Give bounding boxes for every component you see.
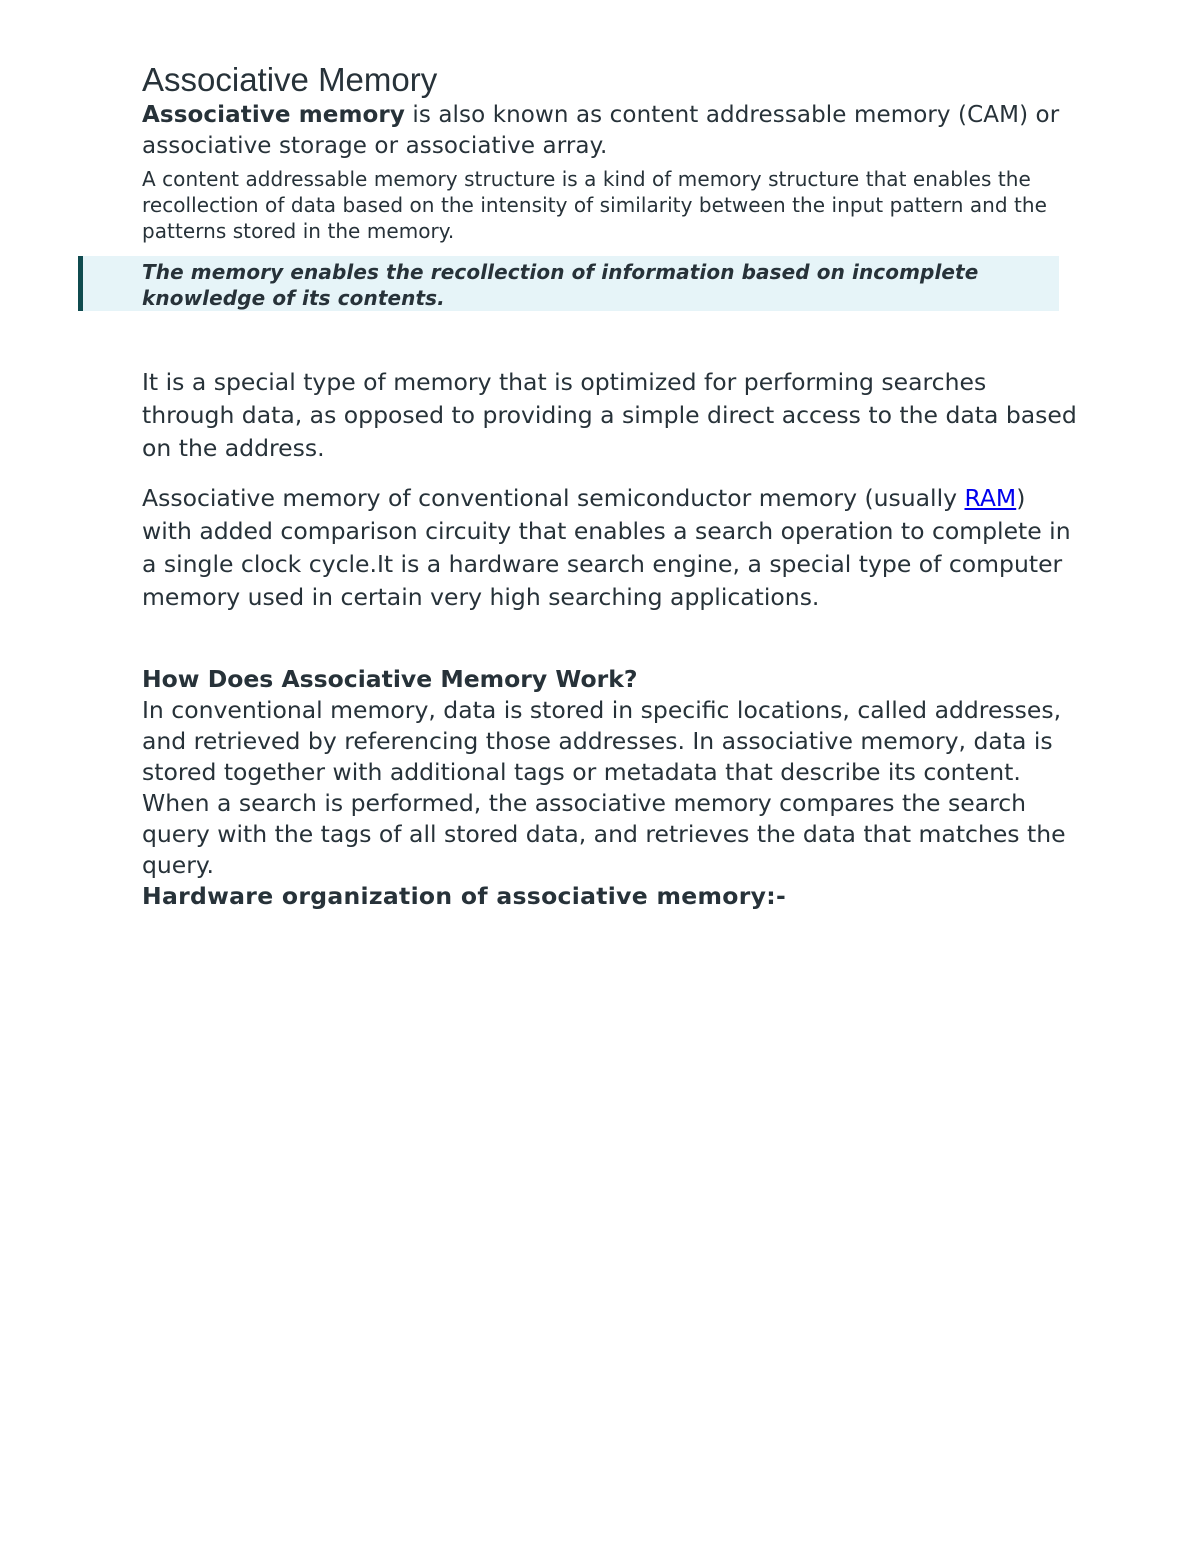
section-subheading: Hardware organization of associative memory:- <box>142 882 787 910</box>
intro-bold-term: Associative memory <box>142 102 405 128</box>
definition-paragraph: A content addressable memory structure is a kind of memory structure that enables the recollection of data based on the intensity of similarity between the input pattern and the patterns stored in the memory. <box>142 167 1047 243</box>
section-body: In conventional memory, data is stored in specific locations, called addresses, and retrieved by referencing those addresses. In associative memory, data is stored together with additional tags or metadata that describe its content. When a search is performed, the associative memory compares the search query with the tags of all stored data, and retrieves the data that matches the query. <box>142 696 1066 879</box>
quote-text: The memory enables the recollection of information based on incomplete knowledge of its contents. <box>142 260 979 310</box>
paragraph-special-type: It is a special type of memory that is optimized for performing searches through data, as opposed to providing a simple direct access to the data based on the address. <box>142 368 1077 462</box>
paragraph2-before-link: Associative memory of conventional semiconductor memory (usually <box>142 484 965 512</box>
document-header <box>142 60 1072 244</box>
ram-link[interactable]: RAM <box>964 484 1017 512</box>
paragraph2-after-link: ) with added comparison circuity that enables a search operation to complete in a single clock cycle.It is a hardware search engine, a special type of computer memory used in certain very high searching applications. <box>142 484 1071 611</box>
page-title: Associative Memory <box>142 61 438 98</box>
paragraph-conventional <box>142 482 1082 614</box>
how-it-works-section <box>142 664 1082 912</box>
intro-paragraph <box>142 100 1072 162</box>
section-heading: How Does Associative Memory Work? <box>142 665 638 693</box>
intro-rest: is also known as content addressable memory (CAM) or associative storage or associative array. <box>142 102 1060 159</box>
